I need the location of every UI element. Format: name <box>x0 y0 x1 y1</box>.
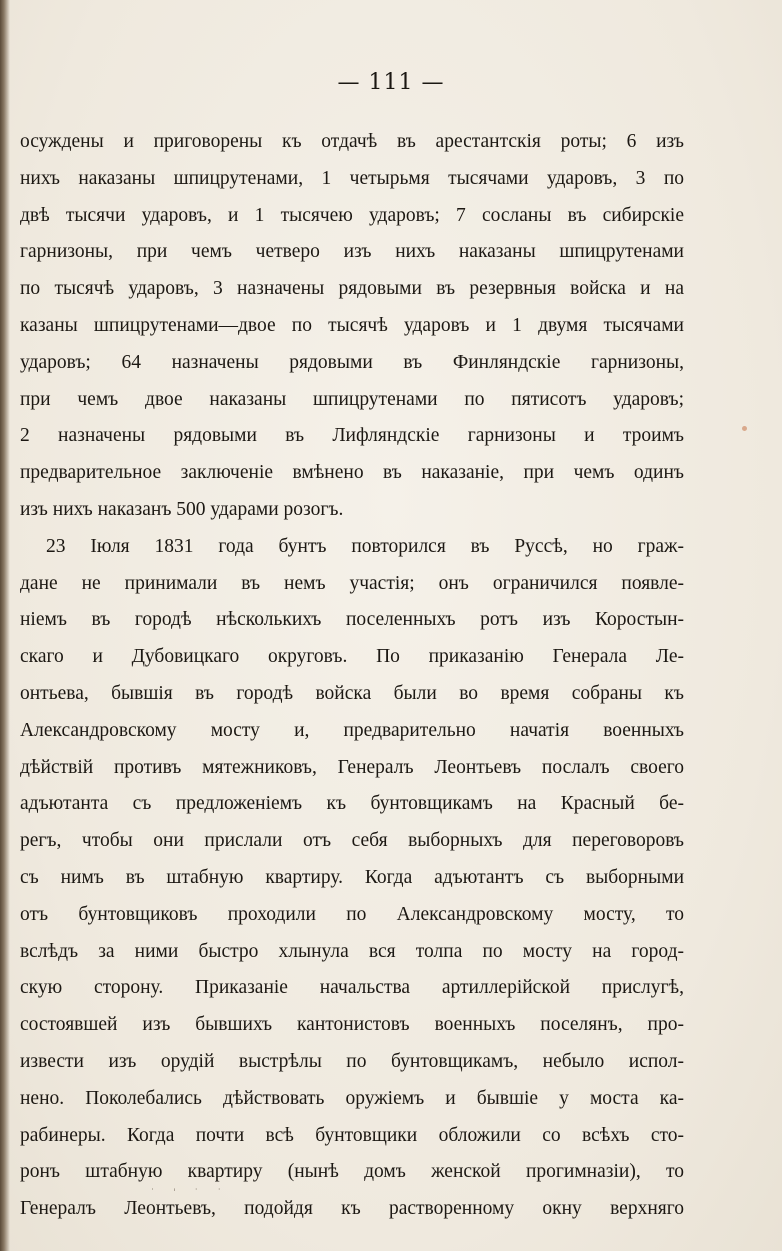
text-line: состоявшей изъ бывшихъ кантонистовъ военныхъ поселянъ, про- <box>20 1014 684 1036</box>
text-line: Генералъ Леонтьевъ, подойдя къ растворенному окну верхняго <box>20 1198 684 1220</box>
text-line: ронъ штабную квартиру (нынѣ домъ женской прогимназіи), то <box>20 1161 684 1183</box>
text-line-last: изъ нихъ наказанъ 500 ударами розогъ. <box>20 498 344 520</box>
spine-shadow <box>0 0 10 1251</box>
text-line: гарнизоны, при чемъ четверо изъ нихъ наказаны шпицрутенами <box>20 241 684 263</box>
text-line: дѣйствій противъ мятежниковъ, Генералъ Леонтьевъ послалъ своего <box>20 756 684 778</box>
text-line: при чемъ двое наказаны шпицрутенами по пятисотъ ударовъ; <box>20 388 684 410</box>
bottom-print-marks: ˙ˈ˙˙ <box>150 1188 240 1199</box>
text-line: онтьева, бывшія въ городѣ войска были во время собраны къ <box>20 682 684 704</box>
text-line: рабинеры. Когда почти всѣ бунтовщики обложили со всѣхъ сто- <box>20 1124 684 1146</box>
text-line: по тысячѣ ударовъ, 3 назначены рядовыми въ резервныя войска и на <box>20 278 684 300</box>
text-line: двѣ тысячи ударовъ, и 1 тысячею ударовъ; 7 сосланы въ сибирскіе <box>20 204 684 226</box>
text-line: ніемъ въ городѣ нѣсколькихъ поселенныхъ ротъ изъ Коростын- <box>20 609 684 631</box>
margin-ink-spot <box>742 426 747 431</box>
text-line: вслѣдъ за ними быстро хлынула вся толпа по мосту на город- <box>20 940 684 962</box>
text-line: казаны шпицрутенами—двое по тысячѣ ударовъ и 1 двумя тысячами <box>20 314 684 336</box>
text-line: извести изъ орудій выстрѣлы по бунтовщикамъ, небыло испол- <box>20 1050 684 1072</box>
text-line: скаго и Дубовицкаго округовъ. По приказанію Генерала Ле- <box>20 646 684 668</box>
text-line: 2 назначены рядовыми въ Лифляндскіе гарнизоны и троимъ <box>20 425 684 447</box>
paragraph-first-line: 23 Іюля 1831 года бунтъ повторился въ Руссѣ, но граж- <box>46 535 684 557</box>
text-line: скую сторону. Приказаніе начальства артиллерійской прислугѣ, <box>20 977 684 999</box>
text-line: предварительное заключеніе вмѣнено въ наказаніе, при чемъ одинъ <box>20 462 684 484</box>
text-line: нихъ наказаны шпицрутенами, 1 четырьмя тысячами ударовъ, 3 по <box>20 167 684 189</box>
text-line: регъ, чтобы они прислали отъ себя выборныхъ для переговоровъ <box>20 830 684 852</box>
text-line: осуждены и приговорены къ отдачѣ въ арестантскія роты; 6 изъ <box>20 131 684 152</box>
text-line: дане не принимали въ немъ участія; онъ ограничился появле- <box>20 572 684 594</box>
page-number: — 111 — <box>337 70 445 95</box>
text-line: съ нимъ въ штабную квартиру. Когда адъютантъ съ выборными <box>20 866 684 888</box>
text-block <box>20 124 684 1228</box>
text-line: адъютанта съ предложеніемъ къ бунтовщикамъ на Красный бе- <box>20 793 684 815</box>
text-line: Александровскому мосту и, предварительно начатія военныхъ <box>20 719 684 741</box>
text-line: нено. Поколебались дѣйствовать оружіемъ и бывшіе у моста ка- <box>20 1087 684 1109</box>
text-line: ударовъ; 64 назначены рядовыми въ Финляндскіе гарнизоны, <box>20 351 684 373</box>
text-line: отъ бунтовщиковъ проходили по Александровскому мосту, то <box>20 903 684 925</box>
